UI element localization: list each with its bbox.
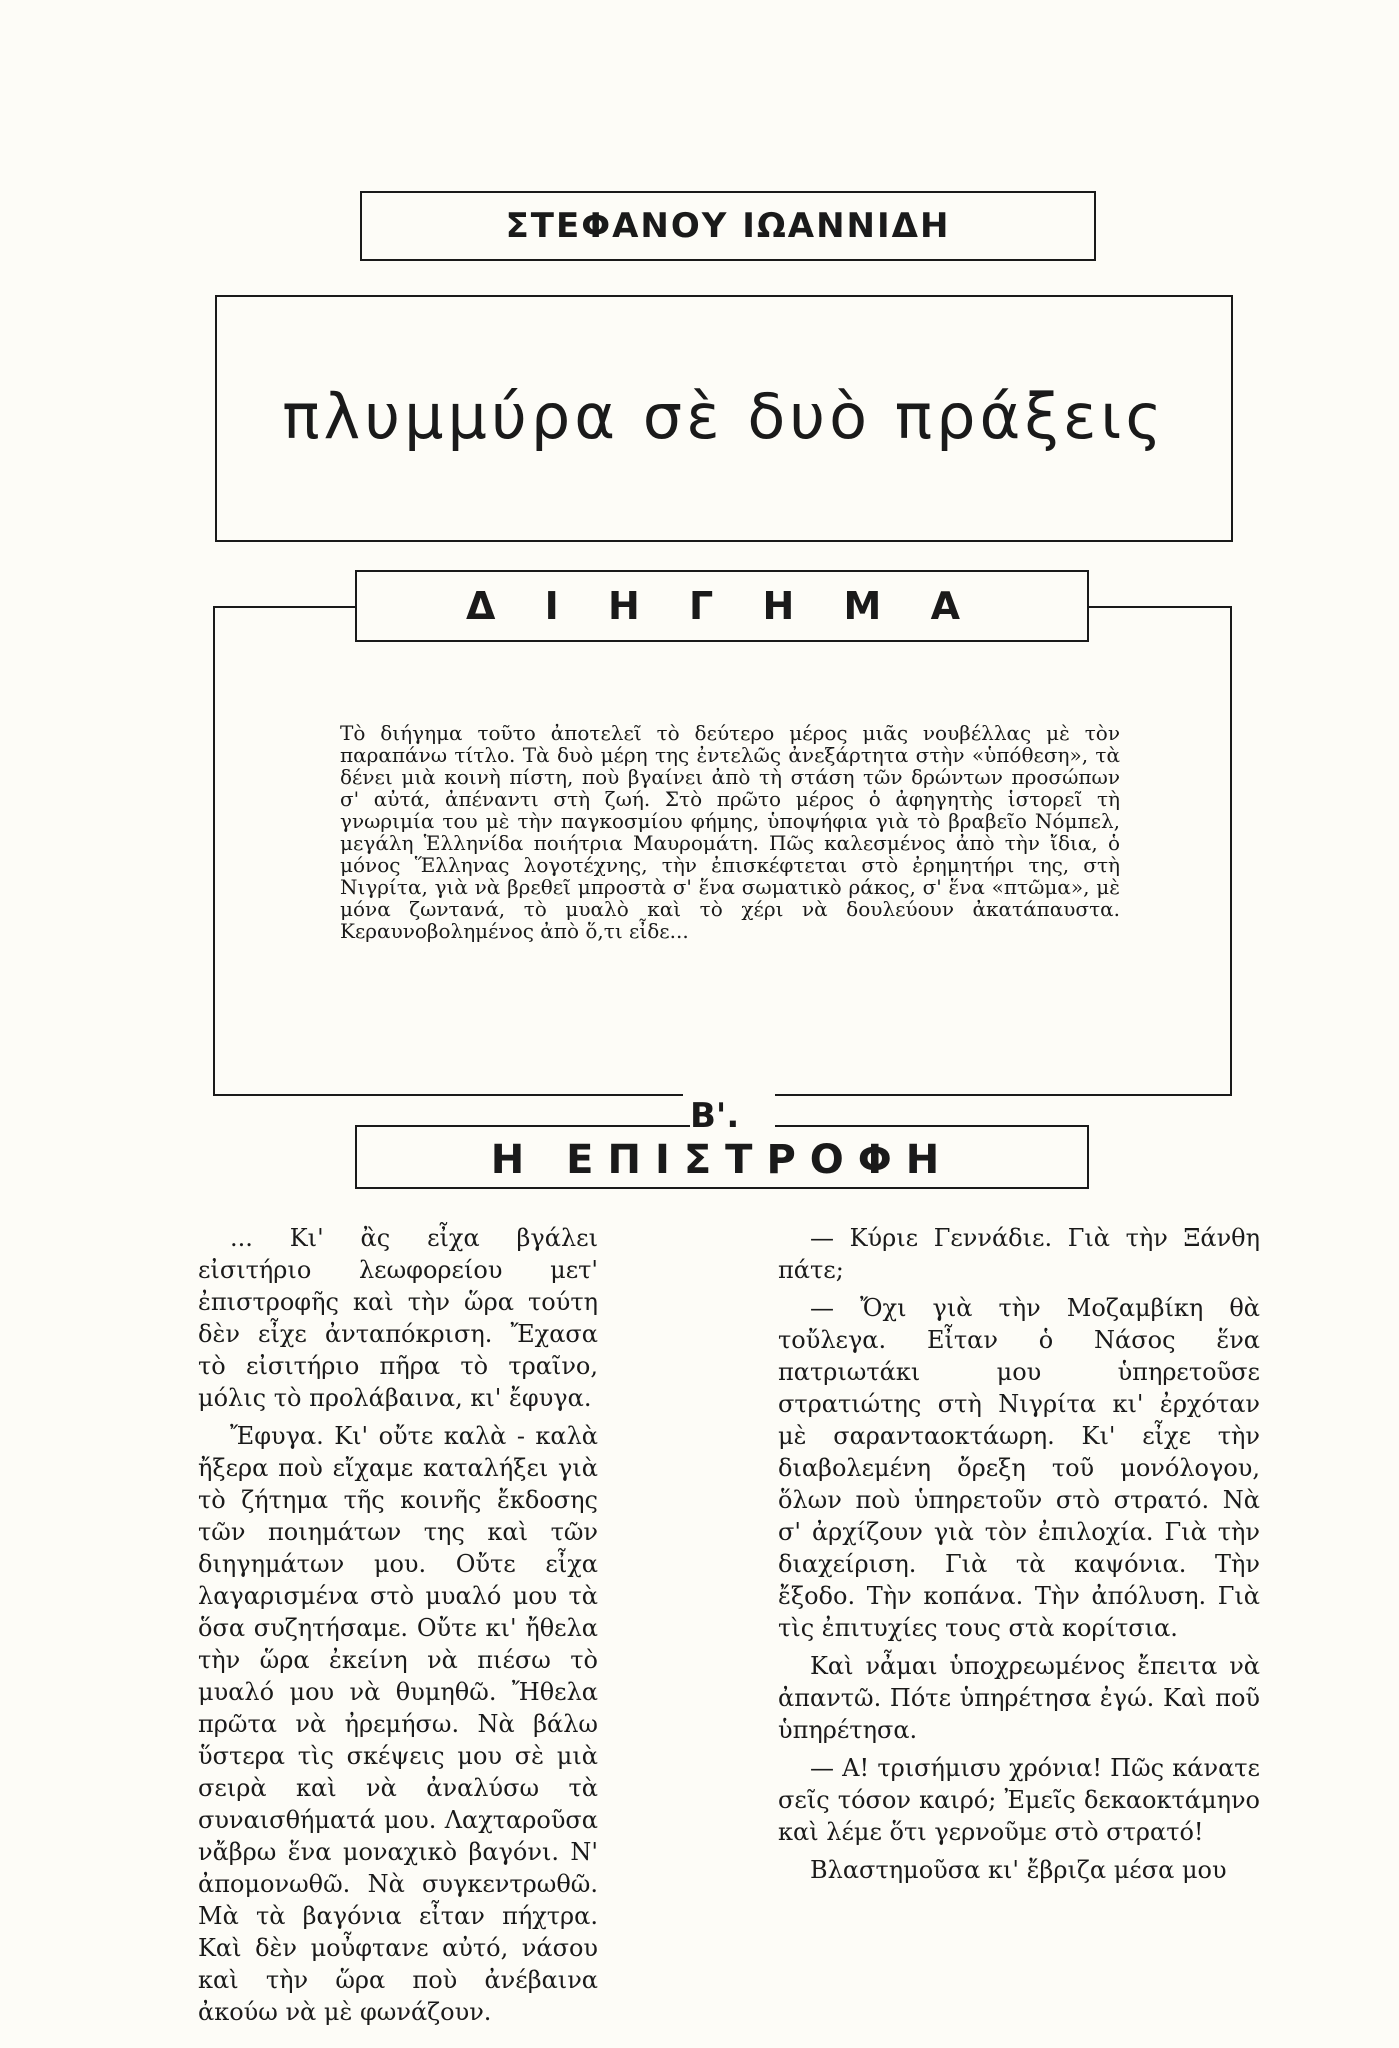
part-label: Β'. [690, 1096, 740, 1136]
body-paragraph: Καὶ νἆμαι ὑποχρεωμένος ἔπειτα νὰ ἀπαντῶ. Πότε ὑπηρέτησα ἐγώ. Καὶ ποῦ ὑπηρέτησα. [778, 1652, 1260, 1744]
body-paragraph: Ἔφυγα. Κι' οὔτε καλὰ - καλὰ ἤξερα ποὺ εἴχαμε καταλήξει γιὰ τὸ ζήτημα τῆς κοινῆς ἔκδοσης τῶν ποιημάτων της καὶ τῶν διηγημάτων μου. Οὔτε εἶχα λαγαρισμένα στὸ μυαλό μου τὰ ὅσα συζητήσαμε. Οὔτε κι' ἤθελα τὴν ὥρα ἐκείνη νὰ πιέσω τὸ μυαλό μου νὰ θυμηθῶ. Ἤθελα πρῶτα νὰ ἠρεμήσω. Νὰ βάλω ὕστερα τὶς σκέψεις μου σὲ μιὰ σειρὰ καὶ νὰ ἀναλύσω τὰ συναισθήματά μου. Λαχταροῦσα νἄβρω ἕνα μοναχικὸ βαγόνι. Ν' ἀπομονωθῶ. Νὰ συγκεντρωθῶ. Μὰ τὰ βαγόνια εἶταν πήχτρα. Καὶ δὲν μοὖφτανε αὐτό, νάσου καὶ τὴν ὥρα ποὺ ἀνέβαινα ἀκούω νὰ μὲ φωνάζουν. [198, 1422, 598, 2026]
body-paragraph: — Κύριε Γεννάδιε. Γιὰ τὴν Ξάνθη πάτε; [778, 1224, 1260, 1284]
title-rule-bottom [215, 540, 1233, 542]
body-column-left [198, 1222, 598, 2034]
section-rule-bottom [355, 1187, 1089, 1189]
body-column-right [778, 1222, 1260, 1892]
author-rule-bottom [360, 259, 1096, 261]
section-title: Η ΕΠΙΣΤΡΟΦΗ [490, 1137, 954, 1183]
body-paragraph: — Α! τρισήμισυ χρόνια! Πῶς κάνατε σεῖς τόσον καιρό; Ἐμεῖς δεκαοκτάμηνο καὶ λέμε ὅτι γερνοῦμε στὸ στρατό! [778, 1754, 1260, 1846]
intro-rule-bottom-left [213, 1094, 683, 1096]
story-title: πλυμμύρα σὲ δυὸ πράξεις [282, 380, 1166, 453]
body-paragraph: Βλαστημοῦσα κι' ἔβριζα μέσα μου [810, 1856, 1227, 1884]
body-paragraph: — Ὄχι γιὰ τὴν Μοζαμβίκη θὰ τοὔλεγα. Εἶταν ὁ Νάσος ἕνα πατριωτάκι μου ὑπηρετοῦσε στρατιώτης στὴ Νιγρίτα κι' ἐρχόταν μὲ σαρανταοκτάωρη. Κι' εἶχε τὴν διαβολεμένη ὄρεξη τοῦ μονόλογου, ὅλων ποὺ ὑπηρετοῦν στὸ στρατό. Νὰ σ' ἀρχίζουν γιὰ τὸν ἐπιλοχία. Γιὰ τὴν διαχείριση. Γιὰ τὰ καψόνια. Τὴν ἔξοδο. Τὴν κοπάνα. Τὴν ἀπόλυση. Γιὰ τὶς ἐπιτυχίες τους στὰ κορίτσια. [778, 1294, 1260, 1642]
author-name: ΣΤΕΦΑΝΟΥ ΙΩΑΝΝΙΔΗ [505, 206, 951, 246]
intro-rule-bottom-right [775, 1094, 1230, 1096]
body-paragraph: ... Κι' ἂς εἶχα βγάλει εἰσιτήριο λεωφορείου μετ' ἐπιστροφῆς καὶ τὴν ὥρα τούτη δὲν εἶχε ἀνταπόκριση. Ἔχασα τὸ εἰσιτήριο πῆρα τὸ τραῖνο, μόλις τὸ προλάβαινα, κι' ἔφυγα. [198, 1224, 598, 1412]
genre-label: Δ Ι Η Γ Η Μ Α [466, 584, 978, 628]
intro-paragraph: Τὸ διήγημα τοῦτο ἀποτελεῖ τὸ δεύτερο μέρος μιᾶς νουβέλλας μὲ τὸν παραπάνω τίτλο. Τὰ δυὸ μέρη της ἐντελῶς ἀνεξάρτητα στὴν «ὑπόθεση», τὰ δένει μιὰ κοινὴ πίστη, ποὺ βγαίνει ἀπὸ τὴ στάση τῶν δρώντων προσώπων σ' αὐτά, ἀπέναντι στὴ ζωή. Στὸ πρῶτο μέρος ὁ ἀφηγητὴς ἱστορεῖ τὴ γνωριμία του μὲ τὴν παγκοσμίου φήμης, ὑποψήφια γιὰ τὸ βραβεῖο Νόμπελ, μεγάλη Ἑλληνίδα ποιήτρια Μαυρομάτη. Πῶς καλεσμένος ἀπὸ τὴν ἴδια, ὁ μόνος Ἕλληνας λογοτέχνης, τὴν ἐπισκέφτεται στὸ ἐρημητήρι της, στὴ Νιγρίτα, γιὰ νὰ βρεθεῖ μπροστὰ σ' ἕνα σωματικὸ ράκος, σ' ἕνα «πτῶμα», μὲ μόνα ζωντανά, τὸ μυαλὸ καὶ τὸ χέρι νὰ δουλεύουν ἀκατάπαυστα. Κεραυνοβολημένος ἀπὸ ὅ,τι εἶδε... [340, 721, 1120, 943]
